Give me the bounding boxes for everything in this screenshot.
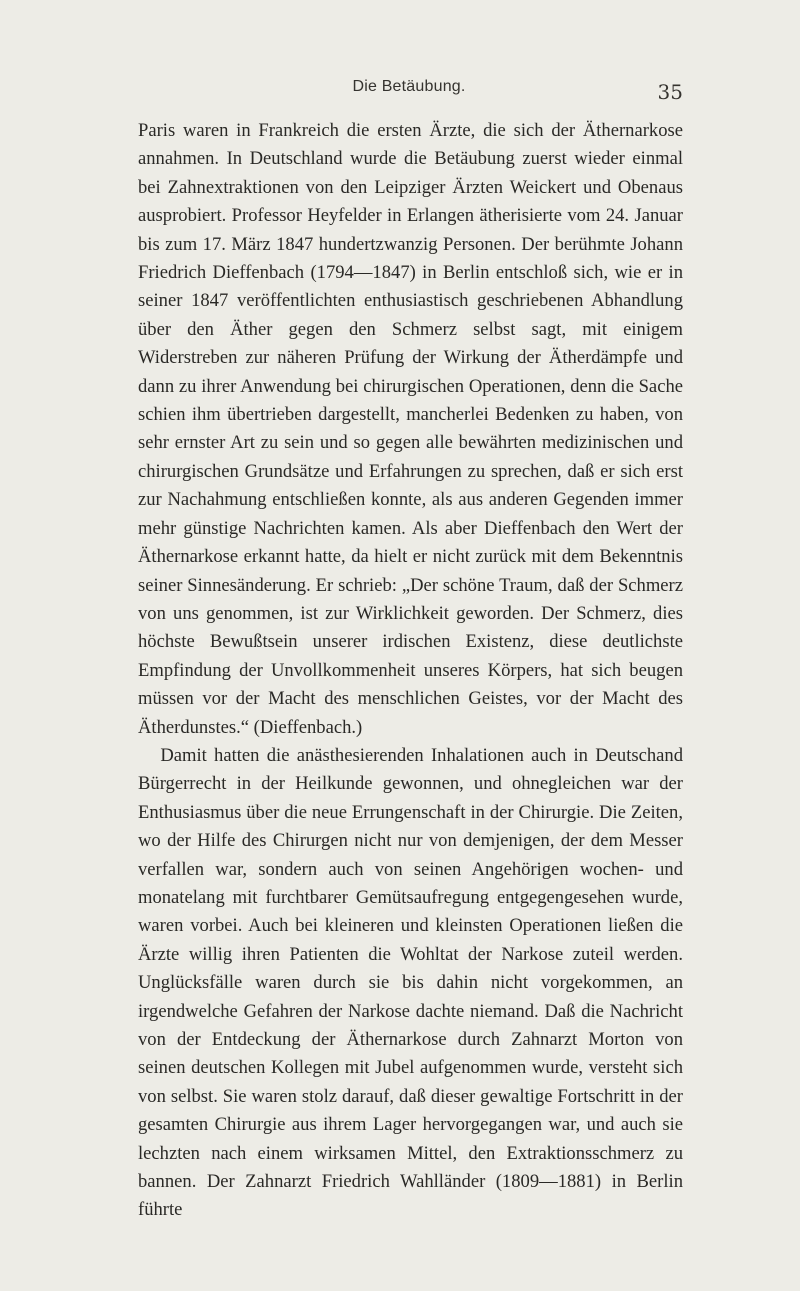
page-header [135,78,683,108]
running-head: Die Betäubung. [352,78,466,95]
page-number: 35 [657,80,683,104]
body-text [138,117,683,1225]
paragraph: Damit hatten die anästhesierenden Inhalationen auch in Deutschand Bürgerrecht in der Heilkunde gewonnen, und ohnegleichen war der Enthusiasmus über die neue Errungenschaft in der Chirurgie. Die Zeiten, wo der Hilfe des Chirurgen nicht nur von demjenigen, der dem Messer verfallen war, sondern auch von seinen Angehörigen wochen- und monatelang mit furchtbarer Gemütsaufregung entgegengesehen wurde, waren vorbei. Auch bei kleineren und kleinsten Operationen ließen die Ärzte willig ihren Patienten die Wohltat der Narkose zuteil werden. Unglücksfälle waren durch sie bis dahin nicht vorgekommen, an irgendwelche Gefahren der Narkose dachte niemand. Daß die Nachricht von der Entdeckung der Äthernarkose durch Zahnarzt Morton von seinen deutschen Kollegen mit Jubel aufgenommen wurde, versteht sich von selbst. Sie waren stolz darauf, daß dieser gewaltige Fortschritt in der gesamten Chirurgie aus ihrem Lager hervorgegangen war, und auch sie lechzten nach einem wirksamen Mittel, den Extraktionsschmerz zu bannen. Der Zahnarzt Friedrich Wahlländer (1809—1881) in Berlin führte [138,744,683,1221]
paragraph: Paris waren in Frankreich die ersten Ärzte, die sich der Äthernarkose annahmen. In Deutschland wurde die Betäubung zuerst wieder einmal bei Zahnextraktionen von den Leipziger Ärzten Weickert und Obenaus ausprobiert. Professor Heyfelder in Erlangen ätherisierte vom 24. Januar bis zum 17. März 1847 hundertzwanzig Personen. Der berühmte Johann Friedrich Dieffenbach (1794—1847) in Berlin entschloß sich, wie er in seiner 1847 veröffentlichten enthusiastisch geschriebenen Abhandlung über den Äther gegen den Schmerz selbst sagt, mit einigem Widerstreben zur näheren Prüfung der Wirkung der Ätherdämpfe und dann zu ihrer Anwendung bei chirurgischen Operationen, denn die Sache schien ihm übertrieben dargestellt, mancherlei Bedenken zu haben, von sehr ernster Art zu sein und so gegen alle bewährten medizinischen und chirurgischen Grundsätze und Erfahrungen zu sprechen, daß er sich erst zur Nachahmung entschließen konnte, als aus anderen Gegenden immer mehr günstige Nachrichten kamen. Als aber Dieffenbach den Wert der Äthernarkose erkannt hatte, da hielt er nicht zurück mit dem Bekenntnis seiner Sinnesänderung. Er schrieb: „Der schöne Traum, daß der Schmerz von uns genommen, ist zur Wirklichkeit geworden. Der Schmerz, dies höchste Bewußtsein unserer irdischen Existenz, diese deutlichste Empfindung der Unvollkommenheit unseres Körpers, hat sich beugen müssen vor der Macht des menschlichen Geistes, vor der Macht des Ätherdunstes.“ (Dieffenbach.) [138,120,683,738]
